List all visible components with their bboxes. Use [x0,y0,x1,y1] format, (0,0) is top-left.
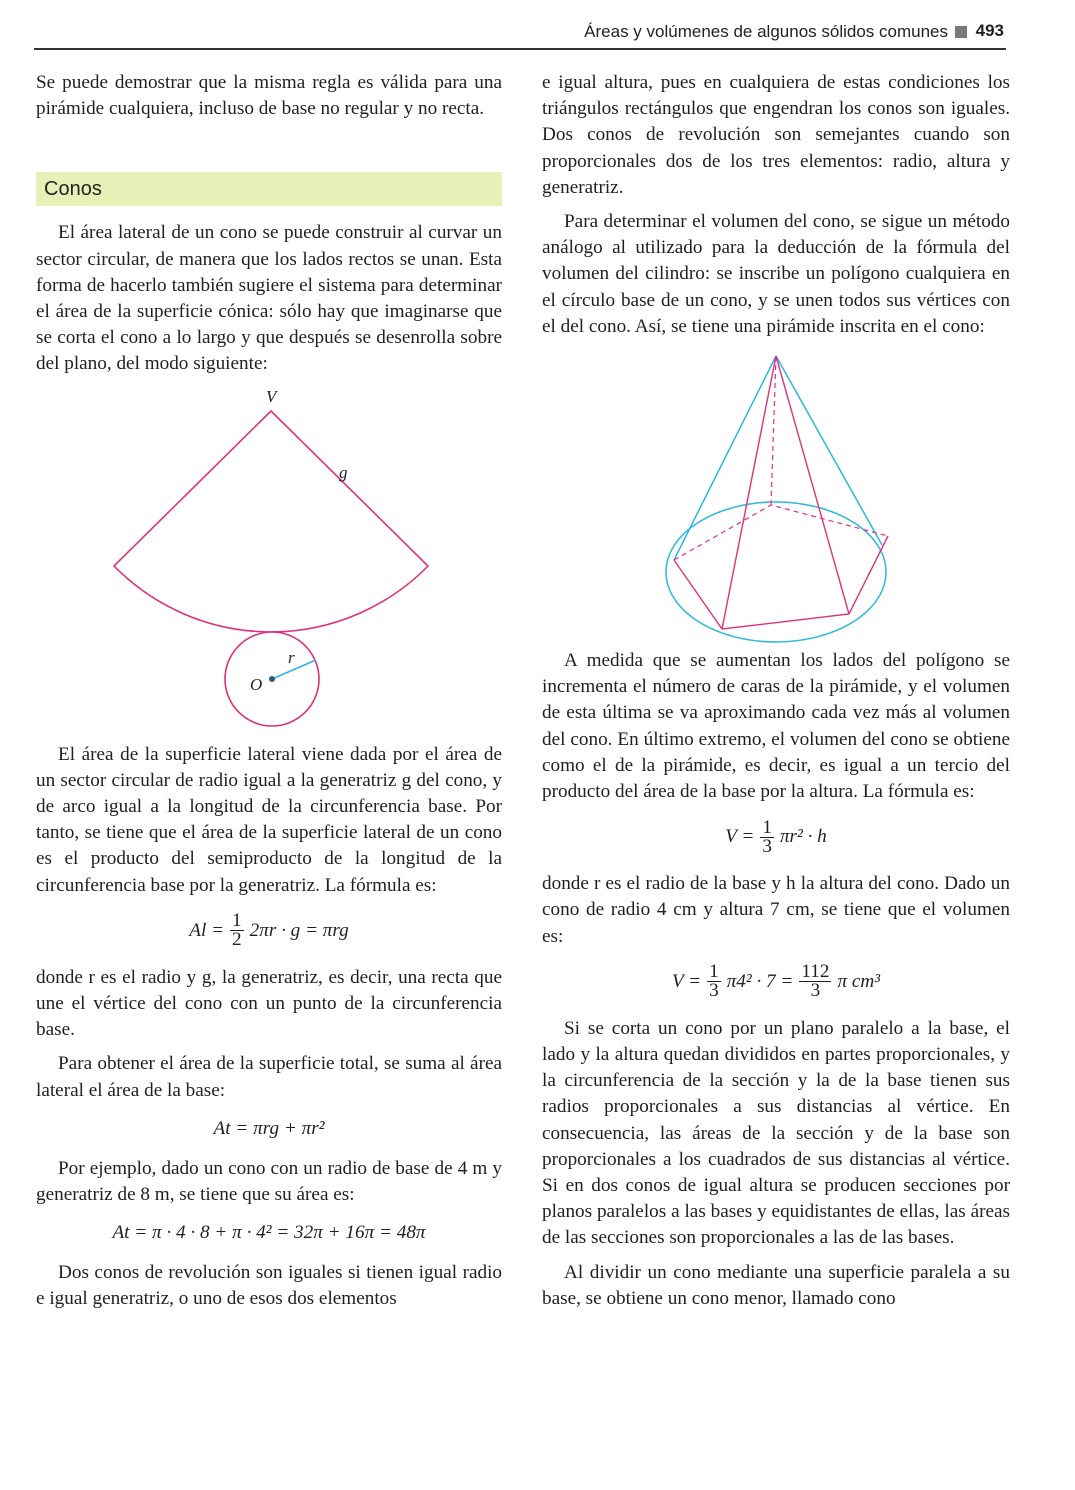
paragraph: El área de la superficie lateral viene dada por el área de un sector circular de radio igual a la generatriz g del cono, y de arco igual a la longitud de la circunferencia base. Por tanto, se tiene que el área de la superficie lateral de un cono es el producto del semiproducto de la longitud de la circunferencia base por la generatriz. La fórmula es: [36,743,502,896]
label-generatrix: g [339,462,348,482]
fraction: $\frac{1}{2}$ [232,910,242,951]
cone-base-ellipse [666,502,886,642]
cone-sector [114,411,428,632]
formula-lateral-area [36,909,502,953]
formula-lhs: Al = [189,919,225,941]
label-vertex: V [266,386,277,406]
paragraph: Dos conos de revolución son iguales si tienen igual radio e igual generatriz, o uno de esos dos elementos [36,1262,502,1310]
right-column [542,70,1010,1320]
formula-example-area: At = π · 4 · 8 + π · 4² = 32π + 16π = 48π [112,1222,426,1244]
paragraph: Para determinar el volumen del cono, se sigue un método análogo al utilizado para la deducción de la fórmula del volumen del cilindro: se inscribe un polígono cualquiera en el círculo base de un cono, y se unen todos sus vértices con el del cono. Así, se tiene una pirámide inscrita en el cono: [542,211,1010,337]
paragraph: Al dividir un cono mediante una superficie paralela a su base, se obtiene un cono menor, llamado cono [542,1261,1010,1309]
label-radius: r [288,647,295,667]
paragraph: Para obtener el área de la superficie total, se suma al área lateral el área de la base: [36,1053,502,1101]
inscribed-pyramid-figure [542,348,1010,648]
paragraph: A medida que se aumentan los lados del polígono se incrementa el número de caras de la pirámide, y el volumen de esta última se va aproximando cada vez más al volumen del cono. En último extremo, el volumen del cono se obtiene como el de la pirámide, es decir, es igual a un tercio del producto del área de la base por la altura. La fórmula es: [542,650,1010,803]
paragraph: El área lateral de un cono se puede construir al curvar un sector circular, de manera que los lados rectos se unan. Esta forma de hacerlo también sugiere el sistema para determinar el área de la superficie cónica: sólo hay que imaginarse que se corta el cono a lo largo y que después se desenrolla sobre del plano, del modo siguiente: [36,222,502,375]
formula-cone-volume: V = $\frac{1}{3}$ πr² · h [725,816,827,857]
paragraph: Por ejemplo, dado un cono con un radio de base de 4 m y generatriz de 8 m, se tiene que su área es: [36,1157,502,1206]
paragraph: donde r es el radio de la base y h la altura del cono. Dado un cono de radio 4 cm y altura 7 cm, se tiene que el volumen es: [542,873,1010,947]
fraction: $\frac{112}{3}$ [801,961,830,1002]
section-heading-conos: Conos [36,172,502,206]
header-title: Áreas y volúmenes de algunos sólidos comunes [584,22,948,41]
formula-total-area: At = πrg + πr² [213,1117,325,1139]
left-column [36,70,502,1321]
paragraph: e igual altura, pues en cualquiera de estas condiciones los triángulos rectángulos que engendran los conos son iguales. Dos conos de revolución son semejantes cuando son proporcionales dos de los tres elementos: radio, altura y generatriz. [542,72,1010,198]
page-number: 493 [975,21,1004,40]
fraction: $\frac{1}{3}$ [762,816,772,857]
paragraph: Se puede demostrar que la misma regla es válida para una pirámide cualquiera, incluso de base no regular y no recta. [36,72,502,120]
center-point [269,676,275,682]
formula-example-volume: V = $\frac{1}{3}$ π4² · 7 = $\frac{112}{3}$ π cm³ [671,961,881,1002]
header-square-icon [955,26,967,38]
cone-development-figure [36,386,502,742]
paragraph: Si se corta un cono por un plano paralelo a la base, el lado y la altura quedan divididos en partes proporcionales, y la circunferencia de la sección y la de la base tienen sus radios proporcionales a sus distancias al vértice. En consecuencia, las áreas de la sección y de la base son proporcionales a los cuadrados de sus distancias al vértice. Si en dos conos de igual altura se producen secciones por planos paralelos a las bases y equidistantes de ellas, las áreas de las secciones son proporcionales a las de las bases. [542,1017,1010,1249]
formula-rhs: 2πr · g = πrg [249,919,349,941]
paragraph: donde r es el radio y g, la generatriz, es decir, una recta que une el vértice del cono con un punto de la circunferencia base. [36,966,502,1041]
label-center: O [250,674,263,694]
fraction: $\frac{1}{3}$ [709,961,719,1002]
page-header [34,14,1006,50]
